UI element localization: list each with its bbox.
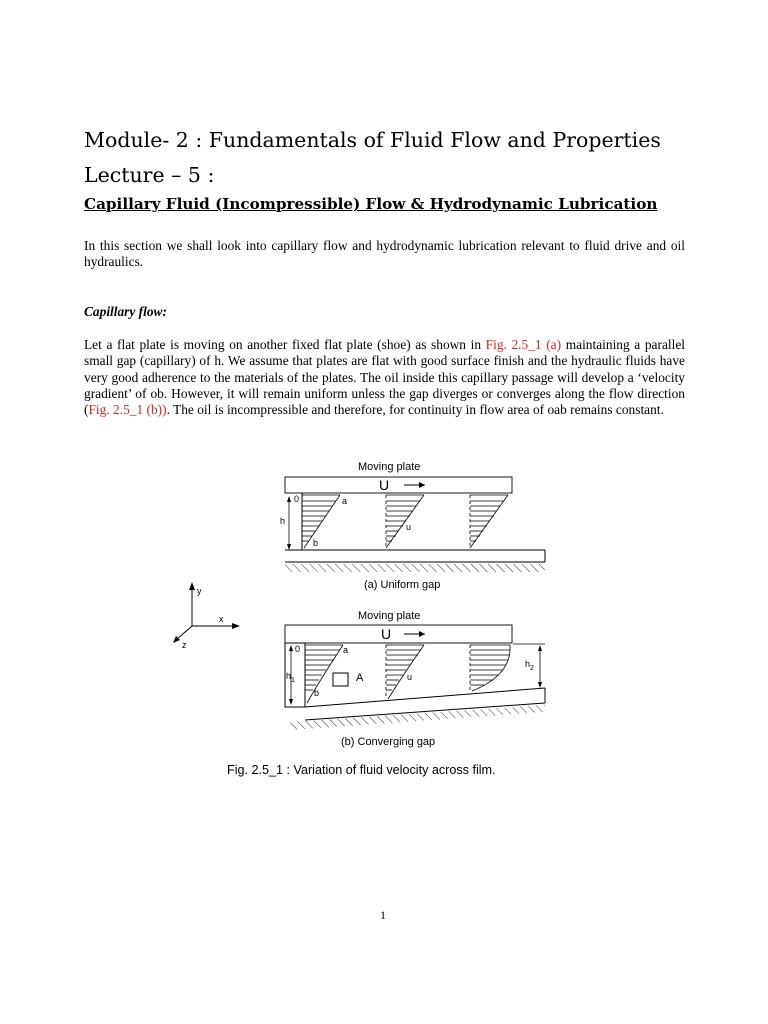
bottom-caption: (b) Converging gap xyxy=(341,736,436,748)
top-velocity-profile-2 xyxy=(386,495,424,548)
intro-paragraph: In this section we shall look into capillary flow and hydrodynamic lubrication relevant to fluid drive and oil hydraulics. xyxy=(84,238,685,270)
figure-caption: Fig. 2.5_1 : Variation of fluid velocity across film. xyxy=(227,763,496,777)
bottom-h1-arrow-down xyxy=(289,699,293,705)
bottom-o-label: 0 xyxy=(295,644,301,654)
top-u-small-label: u xyxy=(406,522,412,532)
bottom-h2-subscript: 2 xyxy=(530,665,534,672)
figure-ref-b: Fig. 2.5_1 (b)) xyxy=(88,402,167,418)
x-axis-label: x xyxy=(219,614,224,624)
bottom-h1-arrow-up xyxy=(289,645,293,651)
control-area-box xyxy=(333,673,348,686)
capillary-text-2: maintaining a parallel small gap (capillary) of h. We assume that plates are flat with good surface finish and the hydraulic fluids have very good adherence to the materials of the plates. The oil inside this capillary passage will develop a ‘velocity gradient’ of ob. However, it will remain uniform unless the gap diverges or converges along the flow direction ( xyxy=(84,337,685,418)
top-h-arrow-up xyxy=(287,496,291,502)
bottom-fixed-hatch xyxy=(290,705,545,730)
top-h-label: h xyxy=(280,516,286,526)
bottom-moving-plate-label: Moving plate xyxy=(358,610,421,622)
bottom-h2-arrow-up xyxy=(538,645,542,651)
top-a-label: a xyxy=(342,496,348,506)
bottom-h2-arrow-down xyxy=(538,682,542,688)
x-axis-arrowhead xyxy=(232,623,240,629)
bottom-h2-letter: h xyxy=(525,659,531,669)
y-axis-label: y xyxy=(197,586,202,596)
top-velocity-profile-1 xyxy=(302,495,340,548)
top-moving-plate xyxy=(285,477,512,493)
bottom-h1-label xyxy=(286,671,295,684)
capillary-flow-heading: Capillary flow: xyxy=(84,304,167,319)
bottom-u-small-label: u xyxy=(407,672,413,682)
top-u-label: U xyxy=(379,477,390,493)
bottom-velocity-profile-3 xyxy=(470,645,510,691)
bottom-b-label: b xyxy=(314,688,320,698)
top-b-label: b xyxy=(313,538,319,548)
capillary-text-3: . The oil is incompressible and therefore, for continuity in flow area of oab remains constant. xyxy=(166,402,664,418)
z-axis-label: z xyxy=(182,640,187,650)
top-velocity-profile-3 xyxy=(470,495,508,548)
bottom-h1-letter: h xyxy=(286,671,292,681)
bottom-velocity-arrowhead xyxy=(419,631,425,637)
area-a-label: A xyxy=(356,672,364,684)
bottom-a-label: a xyxy=(343,645,349,655)
bottom-velocity-profile-2 xyxy=(386,645,424,699)
bottom-u-label: U xyxy=(381,626,392,642)
top-velocity-arrowhead xyxy=(419,482,425,488)
bottom-h1-subscript: 1 xyxy=(291,677,295,684)
bottom-velocity-profile-1 xyxy=(305,645,343,703)
coordinate-axes xyxy=(176,586,236,640)
figure-ref-a: Fig. 2.5_1 (a) xyxy=(485,337,562,352)
bottom-moving-plate xyxy=(285,625,512,643)
bottom-h2-label xyxy=(525,659,534,672)
section-title: Capillary Fluid (Incompressible) Flow & Hydrodynamic Lubrication xyxy=(84,195,658,213)
top-moving-plate-label: Moving plate xyxy=(358,461,421,473)
top-o-label: 0 xyxy=(294,494,300,504)
lecture-title: Lecture – 5 : xyxy=(84,163,215,187)
y-axis-arrowhead xyxy=(189,582,195,590)
top-h-arrow-down xyxy=(287,544,291,550)
capillary-text-1: Let a flat plate is moving on another fixed flat plate (shoe) as shown in xyxy=(84,337,486,352)
top-fixed-hatch xyxy=(285,564,545,572)
top-caption: (a) Uniform gap xyxy=(364,579,441,591)
module-title: Module- 2 : Fundamentals of Fluid Flow and Properties xyxy=(84,128,661,152)
bottom-inclined-plate xyxy=(305,688,545,707)
page-number: 1 xyxy=(380,908,386,922)
